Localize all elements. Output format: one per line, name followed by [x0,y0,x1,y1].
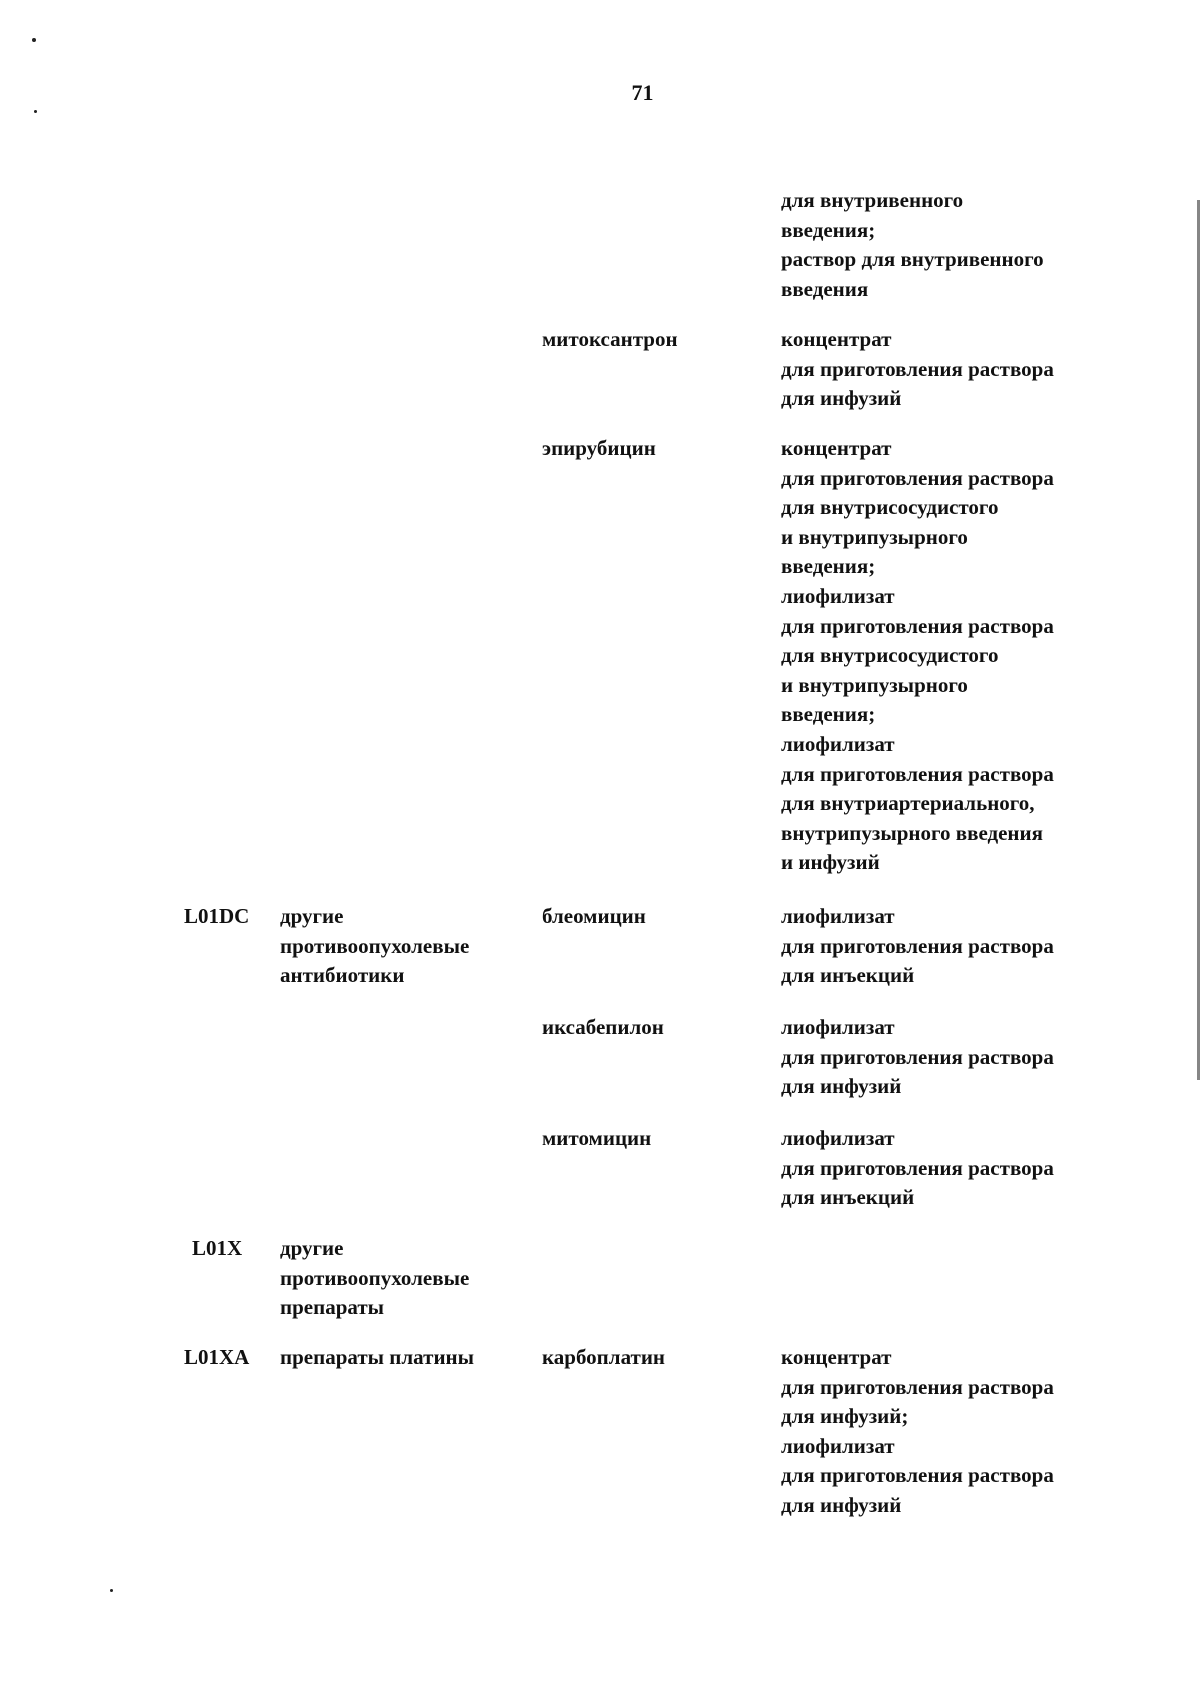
drug-name: митомицин [542,1126,652,1150]
dosage-form: концентрат для приготовления раствора для инфузий [781,327,1054,411]
dosage-form: лиофилизат для приготовления раствора для инъекций [781,1126,1054,1210]
dosage-form: концентрат для приготовления раствора для внутрисосудистого и внутрипузырного введения; лиофилизат для приготовления раствора для внутрисосудистого и внутрипузырного введения; лиофилизат для приготовления раствора для внутриартериального, внутрипузырного введения и инфузий [781,436,1054,875]
dosage-form: лиофилизат для приготовления раствора для инъекций [781,904,1054,988]
atc-code: L01X [192,1236,243,1260]
drug-name: карбоплатин [542,1345,666,1369]
drug-name: эпирубицин [542,436,656,460]
dosage-form: лиофилизат для приготовления раствора для инфузий [781,1015,1054,1099]
dosage-form: концентрат для приготовления раствора для инфузий; лиофилизат для приготовления раствора для инфузий [781,1345,1054,1517]
atc-code: L01DC [184,904,250,928]
group-name: препараты платины [280,1345,475,1369]
dosage-form: для внутривенного введения; раствор для внутривенного введения [781,188,1044,301]
scan-speck [34,110,37,113]
page-number: 71 [631,80,654,105]
group-name: другие противоопухолевые препараты [280,1236,470,1320]
scan-speck [32,38,36,42]
drug-name: иксабепилон [542,1015,664,1039]
group-name: другие противоопухолевые антибиотики [280,904,470,988]
scan-speck [110,1589,113,1592]
drug-name: блеомицин [542,904,646,928]
atc-code: L01XA [184,1345,250,1369]
drug-name: митоксантрон [542,327,678,351]
